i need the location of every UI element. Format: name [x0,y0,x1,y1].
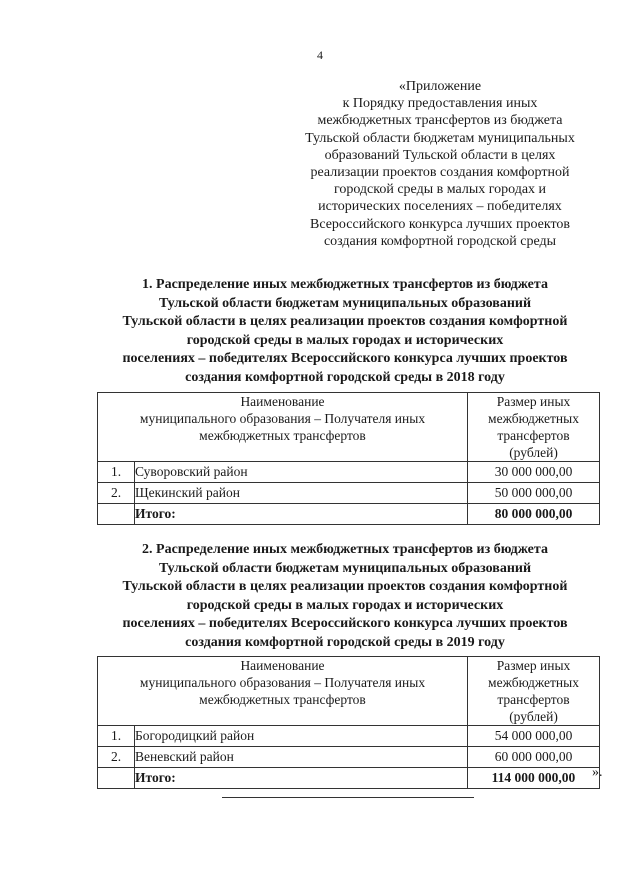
appendix-line: исторических поселениях – победителях [318,199,562,215]
section-title-line: 2. Распределение иных межбюджетных трансфертов из бюджета [142,542,548,557]
section-title-line: 1. Распределение иных межбюджетных трансфертов из бюджета [142,277,548,292]
appendix-line: межбюджетных трансфертов из бюджета [317,113,563,129]
table-header-row [98,393,600,462]
appendix-line: к Порядку предоставления иных [342,96,538,112]
row-number-empty [98,504,135,525]
row-municipality: Щекинский район [135,483,468,504]
header-line: межбюджетных трансфертов [199,428,366,443]
header-line: муниципального образования – Получателя иных [139,675,426,690]
table-header-row [98,657,600,726]
distribution-table-2019 [97,656,600,789]
header-line: межбюджетных [488,411,579,426]
row-number: 1. [98,726,135,747]
appendix-header [290,78,590,250]
table-row [98,726,600,747]
row-amount: 50 000 000,00 [468,483,600,504]
row-municipality: Веневский район [135,747,468,768]
section-title-line: Тульской области в целях реализации проектов создания комфортной [122,314,568,330]
header-line: трансфертов [497,428,570,443]
page-number: 4 [317,48,323,62]
row-municipality: Богородицкий район [135,726,468,747]
header-line: Размер иных [496,394,571,409]
section-title-line: городской среды в малых городах и исторических [186,332,504,348]
header-line: Наименование [240,658,325,673]
section-2-title [90,541,600,653]
header-line: Наименование [240,394,325,409]
row-number: 2. [98,747,135,768]
row-amount: 54 000 000,00 [468,726,600,747]
table-row [98,747,600,768]
section-title-line: создания комфортной городской среды в 2019 году [185,634,505,650]
row-number-empty [98,768,135,789]
appendix-line: образований Тульской области в целях [324,147,556,163]
row-amount: 30 000 000,00 [468,462,600,483]
header-amount [468,657,600,726]
appendix-line: реализации проектов создания комфортной [310,165,570,181]
appendix-line: Всероссийского конкурса лучших проектов [309,216,571,232]
appendix-line: городской среды в малых городах и [333,182,547,198]
section-1-title [90,276,600,388]
header-line: муниципального образования – Получателя иных [139,411,426,426]
row-number: 1. [98,462,135,483]
footer-divider [222,797,474,798]
header-amount [468,393,600,462]
table-row [98,483,600,504]
section-title-line: городской среды в малых городах и исторических [186,597,504,613]
header-line: (рублей) [509,709,558,724]
distribution-table-2018 [97,392,600,525]
total-label: Итого: [135,504,468,525]
header-municipality [98,657,468,726]
appendix-line: Тульской области бюджетам муниципальных [305,130,575,146]
row-municipality: Суворовский район [135,462,468,483]
appendix-line: создания комфортной городской среды [323,233,557,249]
closing-quote: ». [592,765,603,780]
header-municipality [98,393,468,462]
header-line: межбюджетных трансфертов [199,692,366,707]
section-title-line: Тульской области в целях реализации проектов создания комфортной [122,579,568,595]
row-amount: 60 000 000,00 [468,747,600,768]
section-title-line: поселениях – победителях Всероссийского конкурса лучших проектов [122,351,568,367]
header-line: межбюджетных [488,675,579,690]
appendix-line: «Приложение [398,79,482,94]
total-amount: 80 000 000,00 [468,504,600,525]
section-title-line: Тульской области бюджетам муниципальных образований [158,295,532,311]
total-label: Итого: [135,768,468,789]
header-line: трансфертов [497,692,570,707]
section-title-line: создания комфортной городской среды в 2018 году [185,369,505,385]
section-title-line: Тульской области бюджетам муниципальных образований [158,560,532,576]
table-row [98,462,600,483]
row-number: 2. [98,483,135,504]
header-line: Размер иных [496,658,571,673]
table-total-row [98,768,600,789]
header-line: (рублей) [509,445,558,460]
section-title-line: поселениях – победителях Всероссийского конкурса лучших проектов [122,616,568,632]
table-total-row [98,504,600,525]
total-amount: 114 000 000,00 [468,768,600,789]
